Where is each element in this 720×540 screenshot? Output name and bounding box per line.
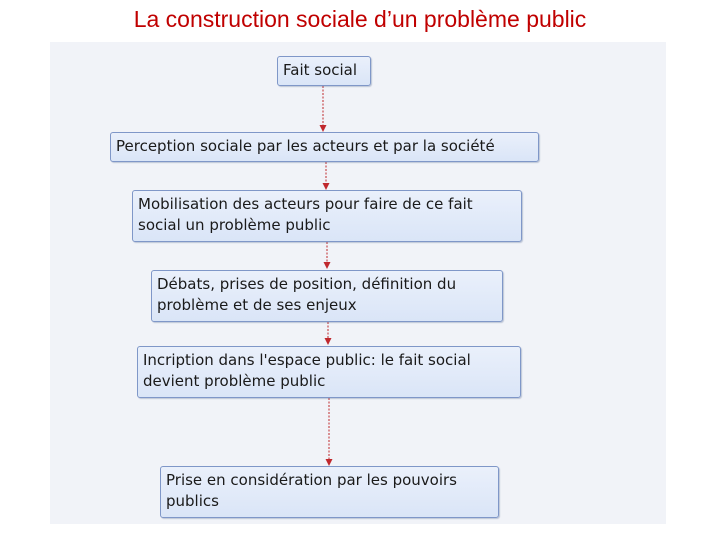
step-fait-social [277,56,371,86]
step-line: publics [166,492,219,510]
step-inscription-espace-public [137,346,521,398]
step-debats-enjeux [151,270,503,322]
step-line: Prise en considération par les pouvoirs [166,471,457,489]
step-line: devient problème public [143,372,326,390]
step-pouvoirs-publics [160,466,499,518]
step-line: Mobilisation des acteurs pour faire de ce fait [138,195,473,213]
step-line: Débats, prises de position, définition du [157,275,457,293]
slide-title: La construction sociale d’un problème public [133,6,587,32]
step-line: Perception sociale par les acteurs et par la société [116,137,495,155]
step-line: problème et de ses enjeux [157,296,357,314]
step-line: social un problème public [138,216,331,234]
step-perception-sociale [110,132,539,162]
step-mobilisation-acteurs [132,190,522,242]
step-line: Incription dans l'espace public: le fait social [143,351,471,369]
step-line: Fait social [283,61,358,79]
